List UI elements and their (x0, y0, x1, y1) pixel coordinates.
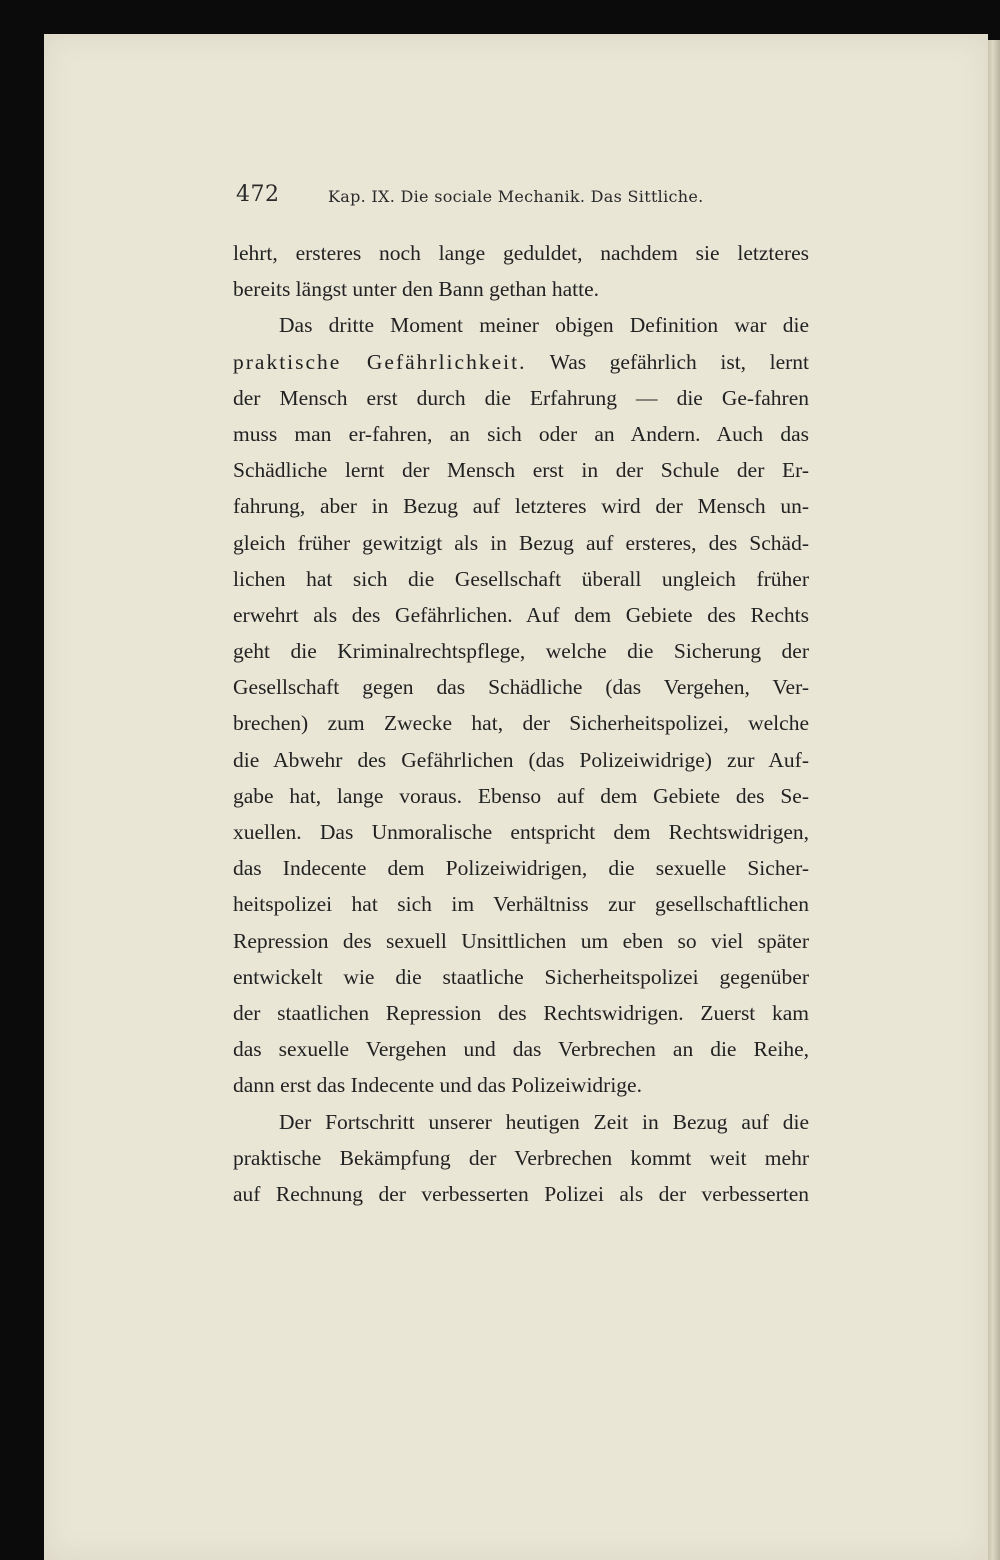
spaced-emphasis: praktische Gefährlichkeit. (233, 349, 527, 374)
text-line: das Indecente dem Polizeiwidrigen, die sexuelle Sicher- (233, 856, 809, 881)
text-line: geht die Kriminalrechtspflege, welche die Sicherung der (233, 639, 809, 664)
text-line: bereits längst unter den Bann gethan hatte. (233, 277, 599, 302)
text-line: gabe hat, lange voraus. Ebenso auf dem Gebiete des Se- (233, 783, 809, 808)
text-line: lehrt, ersteres noch lange geduldet, nachdem sie letzteres (233, 241, 809, 265)
body-text (233, 235, 809, 1212)
text-line: muss man er-fahren, an sich oder an Andern. Auch das (233, 421, 809, 446)
text-line: gleich früher gewitzigt als in Bezug auf ersteres, des Schäd- (233, 530, 809, 555)
book-edge (988, 40, 1000, 1560)
text-line: auf Rechnung der verbesserten Polizei als der verbesserten (233, 1181, 809, 1206)
running-header (236, 180, 836, 220)
text-line: der staatlichen Repression des Rechtswidrigen. Zuerst kam (233, 1000, 809, 1025)
text-line: das sexuelle Vergehen und das Verbrechen an die Reihe, (233, 1037, 809, 1062)
text-line: Gesellschaft gegen das Schädliche (das Vergehen, Ver- (233, 675, 809, 700)
text-fragment: Was gefährlich ist, lernt (549, 349, 809, 374)
text-line: Das dritte Moment meiner obigen Definition war die (279, 313, 809, 338)
text-line: praktische Bekämpfung der Verbrechen kommt weit mehr (233, 1145, 809, 1170)
text-line: fahrung, aber in Bezug auf letzteres wird der Mensch un- (233, 494, 809, 519)
text-line: entwickelt wie die staatliche Sicherheitspolizei gegenüber (233, 964, 809, 989)
text-line: Der Fortschritt unserer heutigen Zeit in Bezug auf die (279, 1109, 809, 1134)
text-line: Schädliche lernt der Mensch erst in der Schule der Er- (233, 458, 809, 483)
text-line (233, 344, 809, 380)
text-line: der Mensch erst durch die Erfahrung — die Ge-fahren (233, 385, 809, 410)
text-line: brechen) zum Zwecke hat, der Sicherheitspolizei, welche (233, 711, 809, 736)
text-line: die Abwehr des Gefährlichen (das Polizeiwidrige) zur Auf- (233, 747, 809, 772)
text-line: dann erst das Indecente und das Polizeiwidrige. (233, 1073, 642, 1098)
text-line: erwehrt als des Gefährlichen. Auf dem Gebiete des Rechts (233, 602, 809, 627)
text-line: xuellen. Das Unmoralische entspricht dem Rechtswidrigen, (233, 820, 809, 844)
text-line: Repression des sexuell Unsittlichen um eben so viel später (233, 928, 809, 953)
page-number: 472 (236, 182, 280, 207)
text-line: lichen hat sich die Gesellschaft überall ungleich früher (233, 566, 809, 591)
text-line: heitspolizei hat sich im Verhältniss zur gesellschaftlichen (233, 892, 809, 917)
running-title: Kap. IX. Die sociale Mechanik. Das Sittliche. (328, 187, 704, 206)
